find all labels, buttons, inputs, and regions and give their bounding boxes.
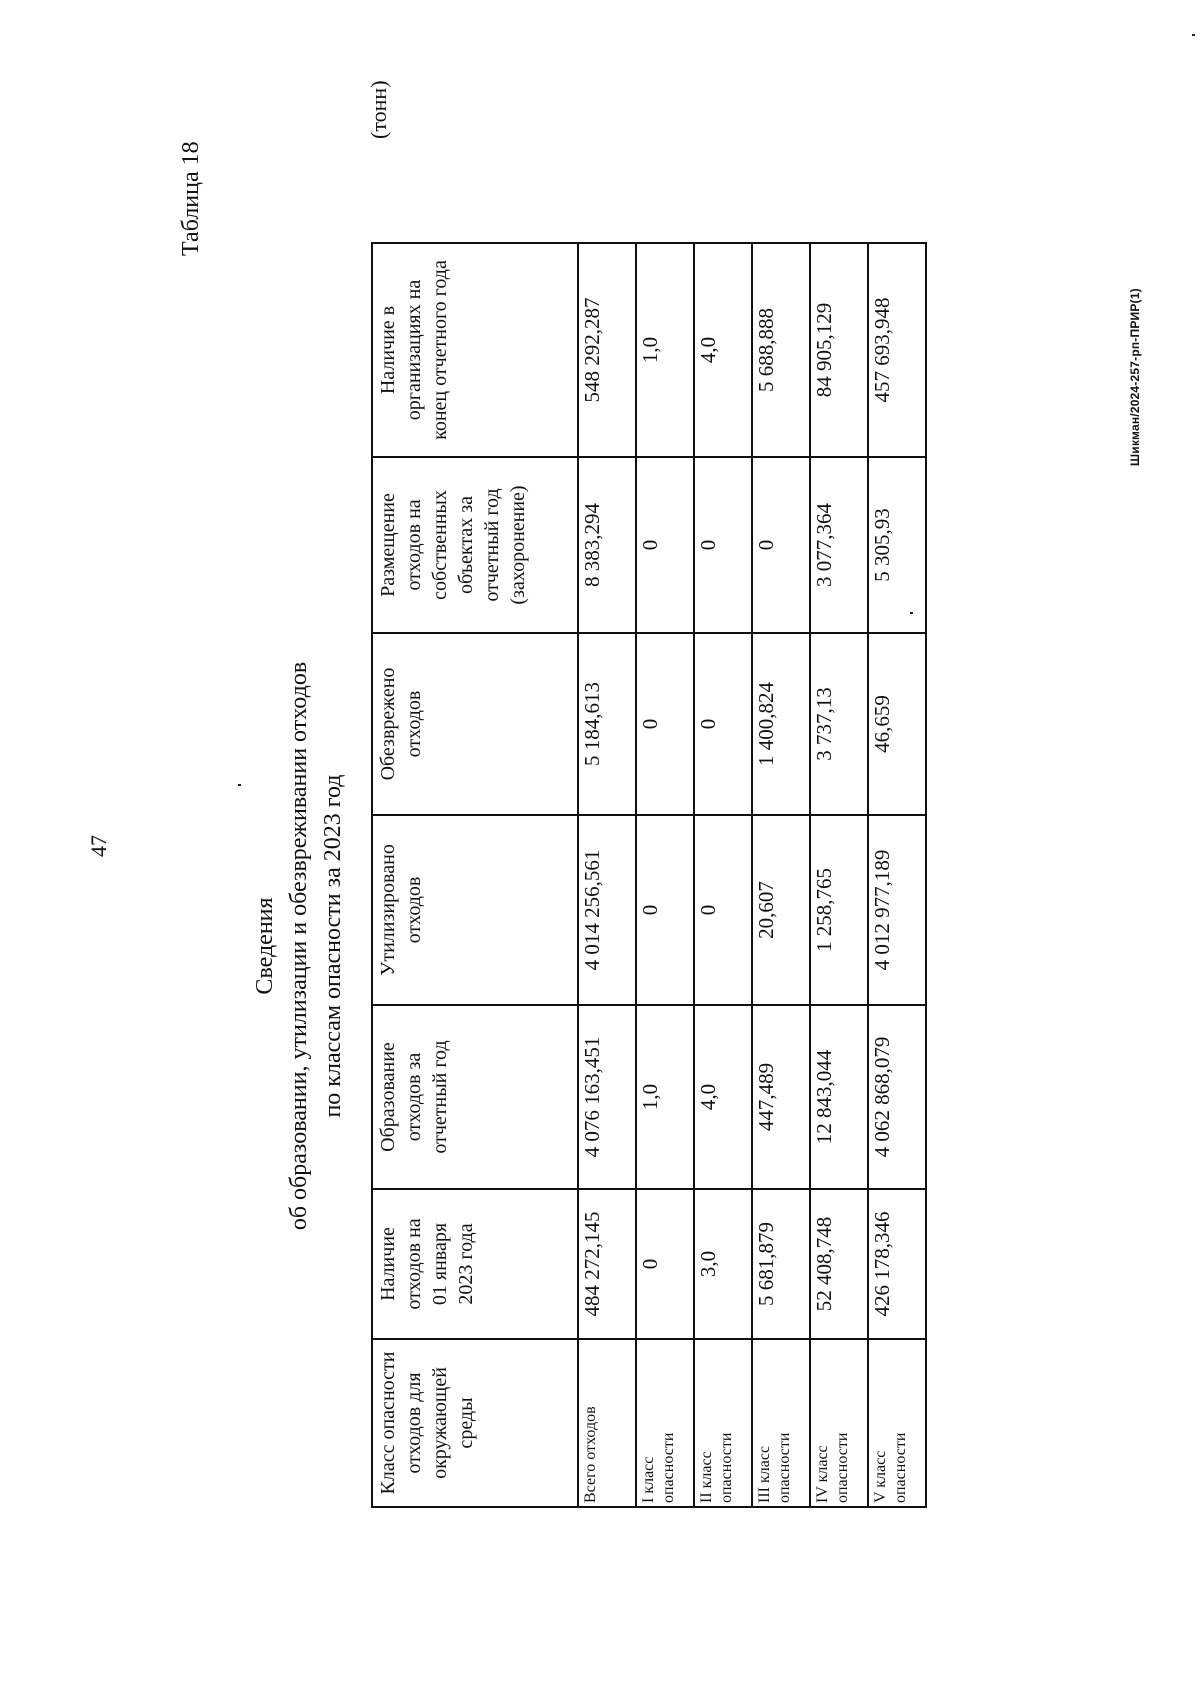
table-row (752, 243, 810, 1507)
table-cell: 3 737,13 (810, 633, 868, 815)
table-cell: 5 688,888 (752, 243, 810, 457)
table-cell: 484 272,145 (578, 1189, 636, 1339)
table-cell: 0 (694, 815, 752, 1005)
table-cell: 84 905,129 (810, 243, 868, 457)
table-row (694, 243, 752, 1507)
table-cell: 548 292,287 (578, 243, 636, 457)
table-cell: 4 012 977,189 (868, 815, 926, 1005)
table-cell: 0 (636, 815, 694, 1005)
table-row (636, 243, 694, 1507)
page-number: 47 (86, 835, 111, 857)
document-code: Шикман/2024-257-рп-ПРИР(1) (1128, 288, 1142, 466)
table-cell: 5 184,613 (578, 633, 636, 815)
table-number: Таблица 18 (178, 141, 204, 256)
header-utilized: Утилизировано отходов (372, 815, 578, 1005)
header-disposed: Размещение отходов на собственных объектах за отчетный год (захоронение) (372, 457, 578, 633)
scan-speck (238, 784, 241, 786)
table-cell: 0 (636, 457, 694, 633)
table-cell: 46,659 (868, 633, 926, 815)
waste-data-table (371, 242, 927, 1508)
table-cell: 447,489 (752, 1005, 810, 1189)
header-neutralized: Обезврежено отходов (372, 633, 578, 815)
row-label: III класс опасности (752, 1339, 810, 1507)
table-cell: 4 062 868,079 (868, 1005, 926, 1189)
table-header-row (372, 243, 578, 1507)
table-cell: 4,0 (694, 243, 752, 457)
table-cell: 4 014 256,561 (578, 815, 636, 1005)
table-cell: 0 (752, 457, 810, 633)
table-cell: 1,0 (636, 1005, 694, 1189)
table-cell: 52 408,748 (810, 1189, 868, 1339)
table-cell: 0 (636, 1189, 694, 1339)
row-label: IV класс опасности (810, 1339, 868, 1507)
document-title (248, 496, 350, 1396)
title-line: Сведения (252, 897, 278, 995)
table-row (868, 243, 926, 1507)
table-cell: 0 (636, 633, 694, 815)
title-line: об образовании, утилизации и обезвреживании отходов (286, 661, 312, 1231)
header-generated: Образование отходов за отчетный год (372, 1005, 578, 1189)
table-cell: 5 681,879 (752, 1189, 810, 1339)
table-row (578, 243, 636, 1507)
table-cell: 4,0 (694, 1005, 752, 1189)
row-label: II класс опасности (694, 1339, 752, 1507)
table-cell: 0 (694, 457, 752, 633)
row-label: V класс опасности (868, 1339, 926, 1507)
row-label: I класс опасности (636, 1339, 694, 1507)
header-end-balance: Наличие в организациях на конец отчетного года (372, 243, 578, 457)
scan-speck (910, 612, 913, 614)
table-cell: 457 693,948 (868, 243, 926, 457)
table-cell: 12 843,044 (810, 1005, 868, 1189)
table-cell: 8 383,294 (578, 457, 636, 633)
table-cell: 426 178,346 (868, 1189, 926, 1339)
table-cell: 0 (694, 633, 752, 815)
table-cell: 5 305,93 (868, 457, 926, 633)
scan-speck (1192, 34, 1195, 36)
table-cell: 1 258,765 (810, 815, 868, 1005)
header-hazard-class: Класс опасности отходов для окружающей среды (372, 1339, 578, 1507)
table-cell: 1 400,824 (752, 633, 810, 815)
table-cell: 3 077,364 (810, 457, 868, 633)
title-line: по классам опасности за 2023 год (320, 774, 346, 1118)
units-label: (тонн) (366, 80, 391, 139)
table-cell: 4 076 163,451 (578, 1005, 636, 1189)
table-cell: 3,0 (694, 1189, 752, 1339)
table-cell: 1,0 (636, 243, 694, 457)
table-row (810, 243, 868, 1507)
row-label: Всего отходов (578, 1339, 636, 1507)
table-cell: 20,607 (752, 815, 810, 1005)
header-start-balance: Наличие отходов на 01 января 2023 года (372, 1189, 578, 1339)
